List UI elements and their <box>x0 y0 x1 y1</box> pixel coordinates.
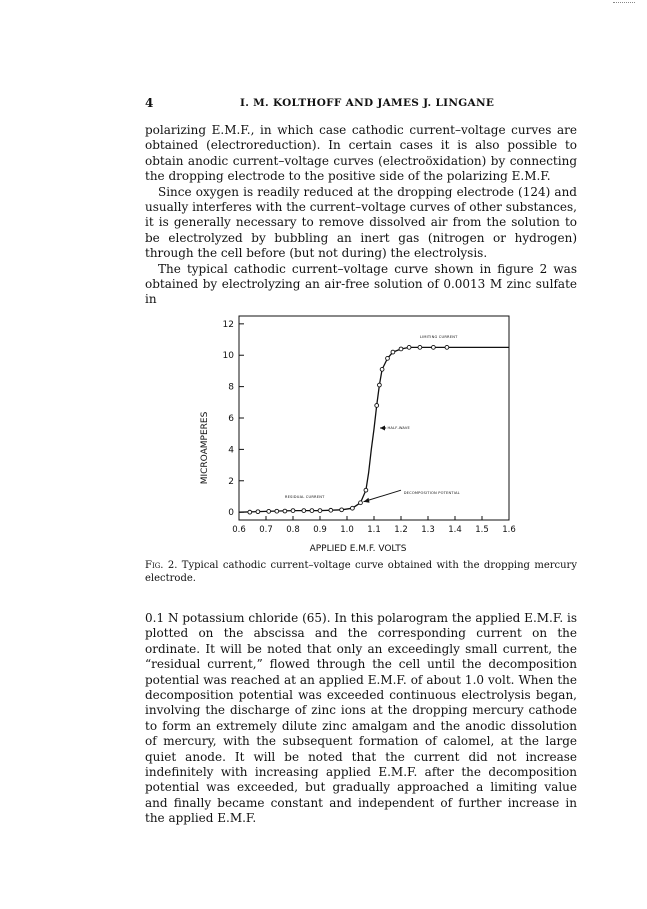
x-tick-label: 1.5 <box>475 525 489 535</box>
data-point <box>267 509 271 513</box>
x-tick-label: 1.3 <box>421 525 435 535</box>
data-point <box>359 501 363 505</box>
current-voltage-curve <box>239 347 509 512</box>
x-axis-label: APPLIED E.M.F. VOLTS <box>309 544 407 554</box>
x-axis <box>232 516 516 535</box>
scan-artifact-mark <box>613 2 635 3</box>
x-tick-label: 0.6 <box>232 525 246 535</box>
y-tick-label: 0 <box>228 508 234 519</box>
data-point <box>256 510 260 514</box>
polarogram-chart <box>196 308 526 558</box>
data-point <box>283 509 287 513</box>
y-tick-label: 4 <box>228 445 234 456</box>
plot-frame <box>239 316 509 520</box>
data-point <box>391 350 395 354</box>
paragraph: polarizing E.M.F., in which case cathodic current–voltage curves are obtained (electroreduction). In certain cases it is also possible to obtain anodic current–voltage curves (electroöxidation) by connecting the dropping electrode to the positive side of the polarizing E.M.F. <box>145 123 577 184</box>
y-tick-label: 10 <box>222 351 234 362</box>
data-point <box>399 347 403 351</box>
x-tick-label: 0.7 <box>259 525 273 535</box>
data-point <box>310 509 314 513</box>
half-wave-arrowhead <box>380 425 385 430</box>
data-point <box>375 404 379 408</box>
body-text-bottom <box>145 611 577 827</box>
data-point <box>351 506 355 510</box>
running-head: I. M. KOLTHOFF AND JAMES J. LINGANE <box>240 97 495 109</box>
y-tick-label: 2 <box>228 476 234 487</box>
data-point <box>407 345 411 349</box>
y-axis <box>223 320 244 518</box>
data-point <box>445 345 449 349</box>
data-point <box>386 356 390 360</box>
x-tick-label: 0.8 <box>286 525 300 535</box>
x-tick-label: 1.0 <box>340 525 354 535</box>
figure-caption <box>145 559 577 585</box>
data-point <box>302 509 306 513</box>
annotation-label: HALF-WAVE <box>387 425 410 430</box>
data-point <box>418 345 422 349</box>
data-markers <box>248 345 449 514</box>
y-tick-label: 6 <box>228 414 234 424</box>
data-point <box>275 509 279 513</box>
data-point <box>378 383 382 387</box>
y-tick-label: 12 <box>222 319 234 330</box>
annotation-label: LIMITING CURRENT <box>419 334 458 339</box>
x-tick-label: 1.6 <box>502 525 516 535</box>
data-point <box>380 367 384 371</box>
x-tick-label: 1.4 <box>448 525 462 535</box>
caption-label: Fig. 2. <box>145 560 178 571</box>
data-point <box>340 508 344 512</box>
paragraph: The typical cathodic current–voltage curve shown in figure 2 was obtained by electrolyzing an air-free solution of 0.0013 M zinc sulfate in <box>145 261 577 307</box>
data-point <box>291 509 295 513</box>
decomposition-arrowhead <box>364 498 370 503</box>
annotation-label: DECOMPOSITION POTENTIAL <box>403 491 460 496</box>
x-tick-label: 1.2 <box>394 525 408 535</box>
decomposition-arrow <box>364 490 402 502</box>
y-axis-label: MICROAMPERES <box>200 411 210 485</box>
body-text-top <box>145 123 577 308</box>
y-tick-label: 8 <box>228 382 234 393</box>
annotation-label: RESIDUAL CURRENT <box>284 495 325 500</box>
caption-text: Typical cathodic current–voltage curve obtained with the dropping mercury electrode. <box>145 560 577 584</box>
data-point <box>432 345 436 349</box>
paragraph: Since oxygen is readily reduced at the dropping electrode (124) and usually interferes with the current–voltage curves of other substances, it is generally necessary to remove dissolved air from the solution to be electrolyzed by bubbling an inert gas (nitrogen or hydrogen) through the cell before (but not during) the electrolysis. <box>145 184 577 261</box>
page-number: 4 <box>145 96 154 110</box>
paragraph: 0.1 N potassium chloride (65). In this polarogram the applied E.M.F. is plotted on the abscissa and the corresponding current on the ordinate. It will be noted that only an exceedingly small current, the “residual current,” flowed through the cell until the decomposition potential was reached at an applied E.M.F. of about 1.0 volt. When the decomposition potential was exceeded continuous electrolysis began, involving the discharge of zinc ions at the dropping mercury cathode to form an extremely dilute zinc amalgam and the anodic dissolution of mercury, with the subsequent formation of calomel, at the large quiet anode. It will be noted that the current did not increase indefinitely with increasing applied E.M.F. after the decomposition potential was exceeded, but gradually approached a limiting value and finally became constant and independent of further increase in the applied E.M.F. <box>145 611 577 826</box>
data-point <box>364 488 368 492</box>
data-point <box>248 510 252 514</box>
data-point <box>318 509 322 513</box>
x-tick-label: 0.9 <box>313 525 327 535</box>
page-header <box>145 96 577 112</box>
annotations <box>285 335 460 503</box>
x-tick-label: 1.1 <box>367 525 381 535</box>
figure-2 <box>196 308 526 558</box>
data-point <box>329 508 333 512</box>
